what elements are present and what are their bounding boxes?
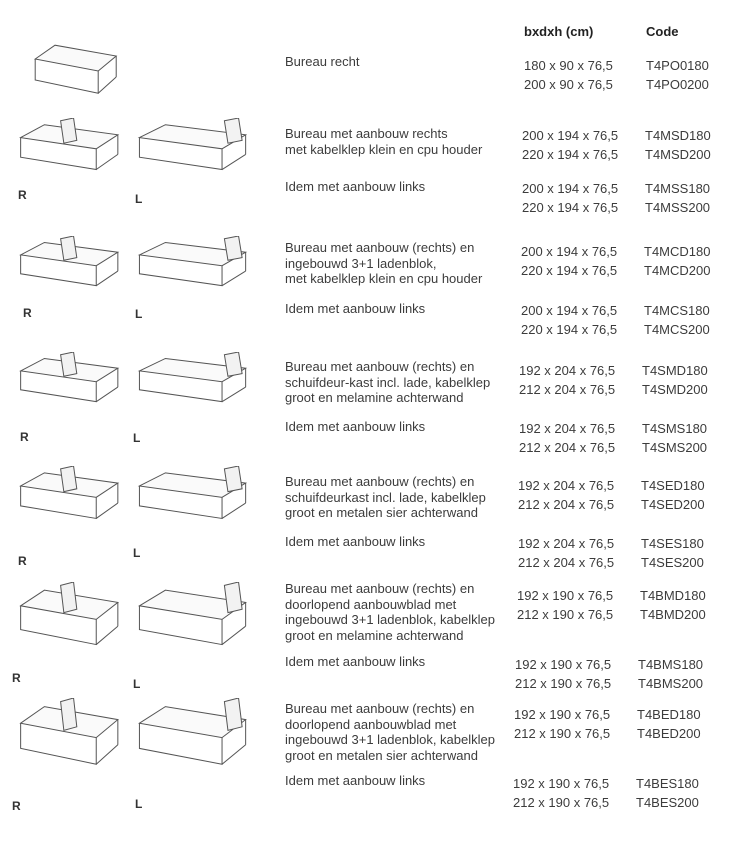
item-dimensions [521,301,617,339]
product-code: T4SED180 [641,478,705,493]
description-line: Idem met aanbouw links [285,301,426,316]
product-code: T4SMS200 [642,440,708,455]
code-header: Code [646,24,679,39]
product-code: T4MCS180 [644,303,710,318]
dimension-value: 212 x 204 x 76,5 [518,555,615,570]
product-code: T4MCD180 [644,244,711,259]
side-label-right: R [12,799,21,813]
dimension-value: 212 x 190 x 76,5 [515,676,612,691]
description-line: ingebouwd 3+1 ladenblok, kabelklep [285,732,495,747]
dimension-value: 212 x 204 x 76,5 [519,440,616,455]
side-label-left: L [133,431,141,445]
dimension-value: 192 x 204 x 76,5 [519,421,616,436]
description-line: doorlopend aanbouwblad met [285,596,457,612]
dimension-value: 212 x 190 x 76,5 [517,607,614,622]
item-description [285,301,425,317]
item-codes [644,301,710,339]
description-line: schuifdeurkast incl. lade, kabelklep [285,489,486,505]
description-line: groot en metalen sier achterwand [285,747,478,763]
item-description [285,701,495,763]
desk-with-return-right-illustration [12,582,120,650]
description-line: groot en melamine achterwand [285,390,464,405]
item-dimensions [522,126,618,164]
product-code: T4BMD200 [640,607,706,622]
product-code: T4MSS180 [645,181,711,196]
item-description [285,773,425,789]
desk-with-return-left-illustration [130,466,248,523]
description-line: Idem met aanbouw links [285,654,426,669]
item-dimensions [524,56,613,94]
description-line: ingebouwd 3+1 ladenblok, [285,255,437,271]
product-code: T4MCD200 [644,263,711,278]
desk-with-return-left-illustration [130,698,248,770]
desk-with-return-left-illustration [130,352,248,406]
item-dimensions [514,705,610,743]
item-dimensions [522,179,618,217]
side-label-left: L [135,192,143,206]
product-code: T4BMS200 [638,676,704,691]
dimension-value: 192 x 204 x 76,5 [518,536,615,551]
description-line: Idem met aanbouw links [285,419,426,434]
description-line: ingebouwd 3+1 ladenblok, kabelklep [285,612,495,627]
product-code: T4BMS180 [638,657,704,672]
item-codes [637,705,701,743]
dimension-value: 200 x 194 x 76,5 [521,303,618,318]
side-label-left: L [133,677,141,691]
side-label-right: R [23,306,32,320]
item-codes [646,56,709,94]
description-line: Bureau recht [285,54,360,69]
product-code: T4SMS180 [642,421,708,436]
item-description [285,126,482,157]
description-line: Bureau met aanbouw (rechts) en [285,581,475,596]
description-line: doorlopend aanbouwblad met [285,716,457,732]
side-label-right: R [18,554,27,568]
desk-with-return-right-illustration [12,118,120,174]
item-dimensions [515,655,611,693]
desk-with-return-right-illustration [12,698,120,770]
dims-header: bxdxh (cm) [524,24,594,39]
product-code: T4SES200 [641,555,704,570]
dimension-value: 180 x 90 x 76,5 [524,58,613,73]
side-label-right: R [20,430,29,444]
dimension-value: 200 x 194 x 76,5 [522,181,619,196]
description-line: Bureau met aanbouw (rechts) en [285,474,475,489]
desk-with-return-right-illustration [12,352,120,406]
item-codes [644,242,710,280]
item-description [285,419,425,435]
item-codes [636,774,699,812]
description-line: Bureau met aanbouw (rechts) en [285,701,475,716]
side-label-left: L [135,797,143,811]
dimension-value: 192 x 190 x 76,5 [517,588,614,603]
dimension-value: 212 x 190 x 76,5 [514,726,611,741]
dimension-value: 212 x 204 x 76,5 [519,382,616,397]
product-code: T4SED200 [641,497,705,512]
item-dimensions [517,586,613,624]
item-description [285,654,425,670]
item-description [285,240,482,287]
product-code: T4BES180 [636,776,699,791]
desk-with-return-left-illustration [130,582,248,650]
description-line: groot en metalen sier achterwand [285,505,478,520]
item-codes [640,586,706,624]
side-label-left: L [135,307,143,321]
item-description [285,179,425,195]
item-codes [641,476,705,514]
product-code: T4BES200 [636,795,699,810]
item-description [285,534,425,550]
description-line: groot en melamine achterwand [285,627,464,643]
item-dimensions [518,476,614,514]
dimension-value: 220 x 194 x 76,5 [521,263,618,278]
description-line: Idem met aanbouw links [285,179,426,194]
item-description [285,581,495,643]
item-dimensions [513,774,609,812]
side-label-left: L [133,546,141,560]
dimension-value: 200 x 90 x 76,5 [524,77,613,92]
item-dimensions [521,242,617,280]
description-line: Bureau met aanbouw (rechts) en [285,359,475,374]
description-line: Idem met aanbouw links [285,534,426,549]
item-dimensions [519,361,615,399]
item-codes [645,126,711,164]
description-line: met kabelklep klein en cpu houder [285,271,483,286]
item-dimensions [519,419,615,457]
product-code: T4SMD200 [642,382,708,397]
desk-with-return-left-illustration [130,236,248,290]
product-code: T4BED200 [637,726,701,741]
item-codes [638,655,703,693]
straight-desk-illustration [28,38,118,98]
dimension-value: 200 x 194 x 76,5 [522,128,619,143]
dimension-value: 192 x 190 x 76,5 [513,776,610,791]
item-description [285,474,486,521]
item-codes [642,419,707,457]
dimension-value: 192 x 190 x 76,5 [515,657,612,672]
dimension-value: 220 x 194 x 76,5 [522,200,619,215]
dimension-value: 212 x 204 x 76,5 [518,497,615,512]
item-dimensions [518,534,614,572]
product-code: T4MSS200 [645,200,711,215]
item-codes [645,179,710,217]
product-code: T4MSD180 [645,128,711,143]
dimension-value: 200 x 194 x 76,5 [521,244,618,259]
dimension-value: 212 x 190 x 76,5 [513,795,610,810]
item-codes [641,534,704,572]
desk-with-return-right-illustration [12,236,120,290]
item-codes [642,361,708,399]
dimension-value: 220 x 194 x 76,5 [521,322,618,337]
product-code: T4MSD200 [645,147,711,162]
desk-with-return-right-illustration [12,466,120,523]
item-description [285,54,359,70]
product-code: T4SES180 [641,536,704,551]
dimension-value: 192 x 204 x 76,5 [519,363,616,378]
description-line: Bureau met aanbouw rechts [285,126,448,141]
description-line: met kabelklep klein en cpu houder [285,141,483,157]
product-code: T4MCS200 [644,322,710,337]
desk-with-return-left-illustration [130,118,248,174]
product-code: T4SMD180 [642,363,708,378]
product-code: T4PO0200 [646,77,709,92]
item-description [285,359,490,406]
product-code: T4PO0180 [646,58,709,73]
dimension-value: 220 x 194 x 76,5 [522,147,619,162]
product-code: T4BED180 [637,707,701,722]
product-code: T4BMD180 [640,588,706,603]
description-line: schuifdeur-kast incl. lade, kabelklep [285,374,491,390]
description-line: Idem met aanbouw links [285,773,426,788]
side-label-right: R [18,188,27,202]
side-label-right: R [12,671,21,685]
dimension-value: 192 x 190 x 76,5 [514,707,611,722]
dimension-value: 192 x 204 x 76,5 [518,478,615,493]
description-line: Bureau met aanbouw (rechts) en [285,240,475,255]
